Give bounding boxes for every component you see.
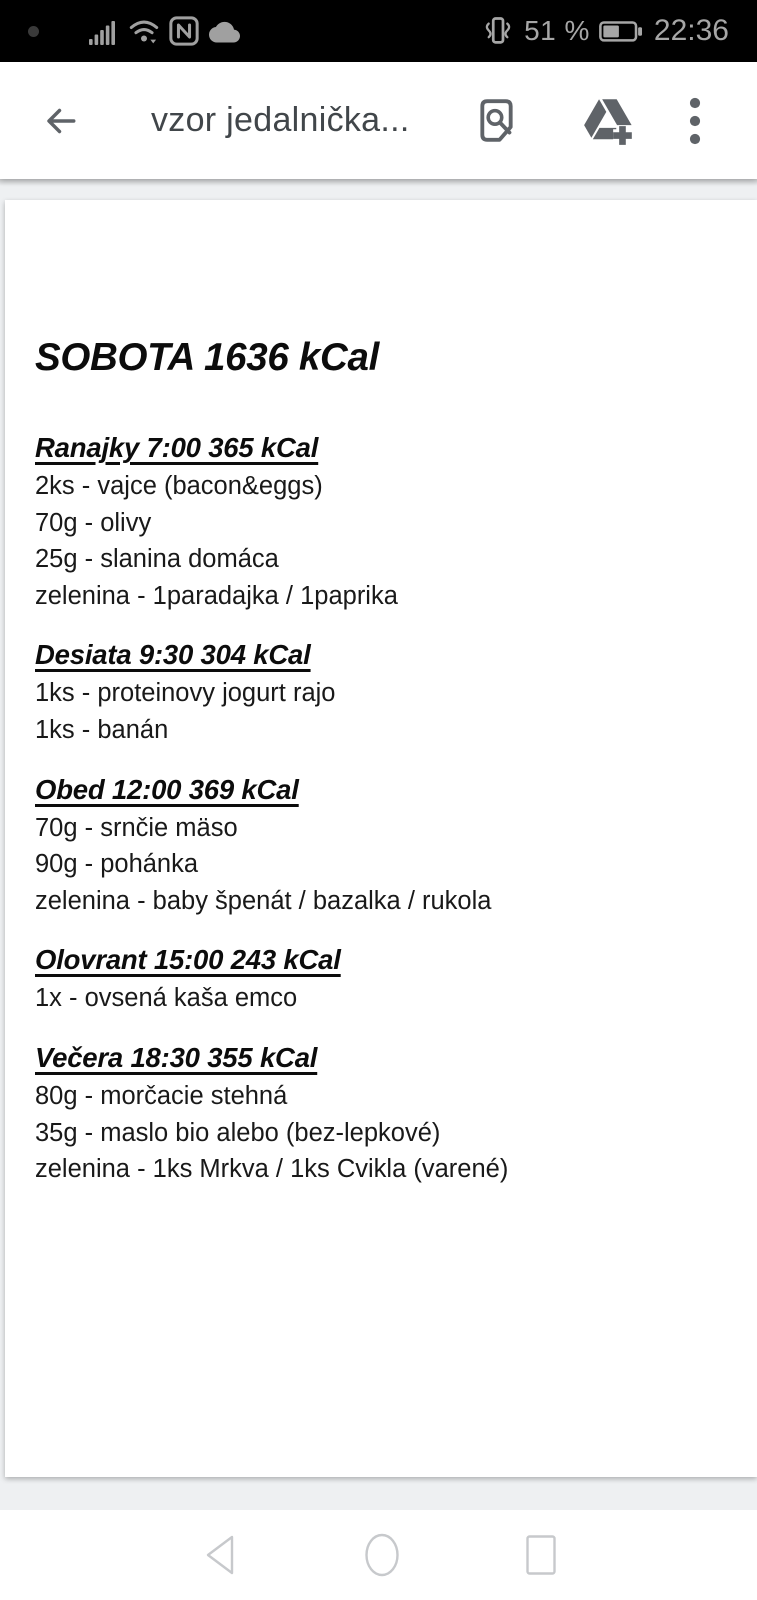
battery-percent: 51 % [524, 15, 590, 46]
status-icons-right [481, 14, 729, 48]
meal-heading: Večera 18:30 355 kCal [35, 1041, 318, 1073]
nav-home-button[interactable] [363, 1531, 401, 1579]
meal-item: 35g - maslo bio alebo (bez-lepkové) [35, 1118, 441, 1147]
meal-item: 2ks - vajce (bacon&eggs) [35, 472, 323, 500]
day-heading: SOBOTA 1636 kCal [35, 336, 379, 379]
toolbar-actions [478, 96, 757, 146]
meal-section-obed [35, 770, 747, 920]
meal-heading: Olovrant 15:00 243 kCal [35, 944, 341, 976]
wifi-icon [129, 18, 159, 44]
meal-heading: Ranajky 7:00 365 kCal [35, 432, 319, 463]
meal-section-olovrant [35, 940, 747, 1017]
overflow-menu-icon [689, 97, 701, 145]
meal-item: 70g - srnčie mäso [35, 813, 238, 842]
battery-icon [599, 19, 645, 44]
nav-recents-button[interactable] [525, 1534, 557, 1576]
meal-item: zelenina - 1paradajka / 1paprika [35, 581, 398, 610]
find-in-document-icon [478, 96, 515, 145]
meal-item: 70g - olivy [35, 508, 152, 537]
meal-section-desiata [35, 635, 747, 748]
meal-item: 1x - ovsená kaša emco [35, 984, 298, 1013]
status-bar [0, 0, 757, 62]
document-page [5, 200, 757, 1477]
document-title: vzor jedalnička... [151, 101, 410, 139]
nav-back-triangle-icon [201, 1532, 239, 1578]
nfc-icon [169, 16, 199, 46]
meal-item: zelenina - baby špenát / bazalka / rukola [35, 886, 492, 915]
meal-item: 90g - pohánka [35, 850, 199, 879]
meal-item: 1ks - proteinovy jogurt rajo [35, 679, 336, 708]
meal-item: 80g - morčacie stehná [35, 1081, 288, 1110]
find-in-document-button[interactable] [478, 96, 515, 145]
overflow-menu-button[interactable] [689, 97, 701, 145]
meal-heading: Obed 12:00 369 kCal [35, 773, 299, 805]
signal-strength-icon [89, 18, 119, 45]
clock: 22:36 [653, 14, 729, 47]
meal-section-ranajky [35, 428, 747, 614]
back-button[interactable] [43, 103, 79, 139]
add-to-drive-button[interactable] [581, 96, 637, 146]
vibrate-mode-icon [481, 16, 515, 46]
android-nav-bar [0, 1510, 757, 1600]
cloud-sync-icon [209, 19, 240, 44]
nav-recents-square-icon [525, 1534, 557, 1576]
camera-cutout [28, 26, 39, 37]
meal-item: zelenina - 1ks Mrkva / 1ks Cvikla (varené) [35, 1155, 509, 1184]
status-icons-left [89, 16, 240, 46]
document-viewer[interactable] [0, 179, 757, 1510]
meal-item: 1ks - banán [35, 715, 169, 744]
add-to-drive-icon [581, 96, 637, 146]
meal-section-vecera [35, 1038, 747, 1188]
nav-home-circle-icon [363, 1531, 401, 1579]
nav-back-button[interactable] [201, 1532, 239, 1578]
back-arrow-icon [43, 103, 79, 139]
meal-heading: Desiata 9:30 304 kCal [35, 639, 311, 671]
app-toolbar [0, 62, 757, 179]
meal-item: 25g - slanina domáca [35, 545, 279, 574]
